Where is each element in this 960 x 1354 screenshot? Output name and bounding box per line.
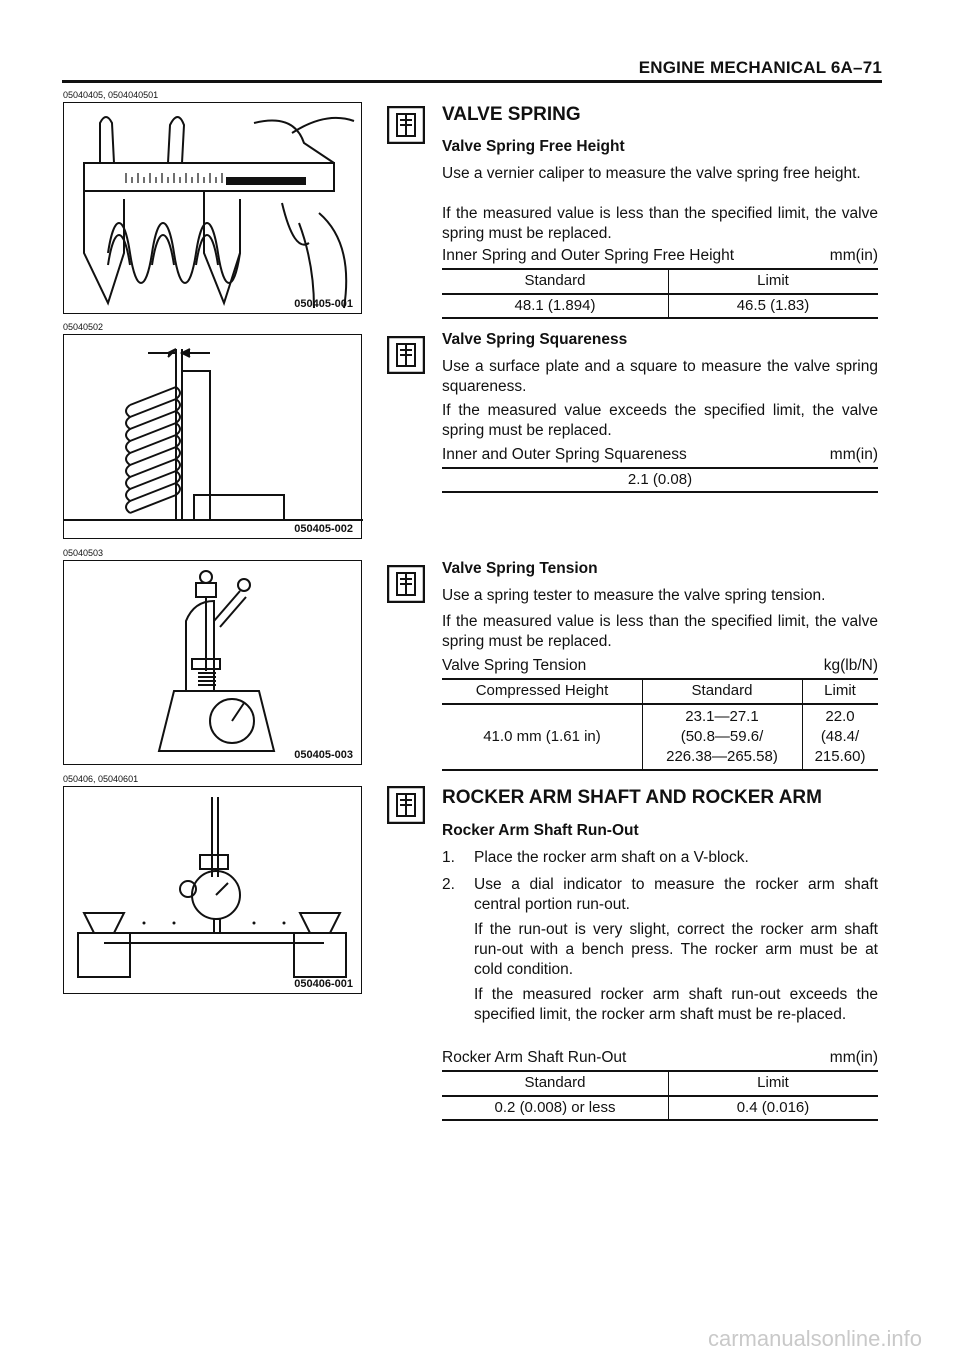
rocker-p1: If the run-out is very slight, correct the rocker arm shaft run-out with a bench press. The rocker arm must be at cold condition. [474, 921, 878, 978]
figure-3-id: 050405-003 [294, 749, 353, 761]
figure-4-id: 050406-001 [294, 978, 353, 990]
rule [442, 293, 878, 295]
free-height-header-limit: Limit [757, 272, 789, 289]
rule [442, 678, 878, 680]
tension-p1: Use a spring tester to measure the valve spring tension. [442, 587, 826, 604]
tension-limit-line-1: 22.0 [825, 708, 855, 725]
squareness-table-title: Inner and Outer Spring Squareness [442, 446, 687, 463]
page-title: ENGINE MECHANICAL 6A–71 [638, 58, 882, 77]
figure-1-caliper [63, 102, 362, 314]
rule [442, 703, 878, 705]
service-manual-icon [387, 106, 425, 144]
figure-2-squareness [63, 334, 362, 539]
spring-tester-illustration [64, 561, 363, 766]
rocker-p2: If the measured rocker arm shaft run-out exceeds the specified limit, the rocker arm shaft must be re-placed. [474, 986, 878, 1023]
service-manual-icon [387, 336, 425, 374]
rule [442, 1095, 878, 1097]
rocker-header-limit: Limit [757, 1074, 789, 1091]
free-height-unit: mm(in) [829, 247, 878, 264]
rocker-step-1-number: 1. [442, 849, 455, 866]
header-rule [62, 80, 882, 83]
tension-table-title: Valve Spring Tension [442, 657, 587, 674]
rule [442, 1070, 878, 1072]
rocker-header-standard: Standard [524, 1074, 586, 1091]
tension-header-limit: Limit [824, 682, 856, 699]
free-height-p2: If the measured value is less than the specified limit, the valve spring must be replaced. [442, 205, 878, 242]
tension-header-compressed: Compressed Height [475, 682, 609, 699]
section-heading-rocker-arm: ROCKER ARM SHAFT AND ROCKER ARM [442, 787, 822, 808]
tension-unit: kg(lb/N) [823, 657, 878, 674]
caliper-illustration [64, 103, 363, 315]
tension-limit-line-3: 215.60) [814, 748, 866, 765]
free-height-title: Valve Spring Free Height [442, 138, 625, 155]
rocker-runout-title: Rocker Arm Shaft Run-Out [442, 822, 639, 839]
squareness-unit: mm(in) [829, 446, 878, 463]
rocker-limit-value: 0.4 (0.016) [736, 1099, 810, 1116]
rocker-unit: mm(in) [829, 1049, 878, 1066]
figure-3-label: 05040503 [63, 548, 104, 558]
squareness-illustration [64, 335, 363, 540]
rule [442, 467, 878, 469]
service-manual-icon [387, 786, 425, 824]
free-height-standard-value: 48.1 (1.894) [514, 297, 596, 314]
rule [442, 268, 878, 270]
figure-2-id: 050405-002 [294, 523, 353, 535]
squareness-p2: If the measured value exceeds the specified limit, the valve spring must be replaced. [442, 402, 878, 439]
squareness-p1: Use a surface plate and a square to measure the valve spring squareness. [442, 358, 878, 395]
figure-3-spring-tester [63, 560, 362, 765]
tension-compressed-value: 41.0 mm (1.61 in) [483, 728, 601, 745]
rocker-step-2-number: 2. [442, 876, 455, 893]
tension-header-standard: Standard [691, 682, 753, 699]
rocker-step-1: Place the rocker arm shaft on a V-block. [474, 849, 749, 866]
figure-4-runout [63, 786, 362, 994]
free-height-limit-value: 46.5 (1.83) [736, 297, 810, 314]
section-heading-valve-spring: VALVE SPRING [442, 104, 581, 125]
rocker-step-2: Use a dial indicator to measure the rocker arm shaft central portion run-out. [474, 876, 878, 913]
watermark-url[interactable]: carmanualsonline.info [707, 1326, 922, 1351]
service-manual-icon [387, 565, 425, 603]
tension-limit-cell [802, 707, 878, 767]
tension-standard-line-3: 226.38—265.58) [666, 748, 778, 765]
tension-standard-line-2: (50.8—59.6/ [680, 728, 764, 745]
free-height-table-title: Inner Spring and Outer Spring Free Height [442, 247, 735, 264]
free-height-header-standard: Standard [524, 272, 586, 289]
rule [442, 317, 878, 319]
figure-4-label: 050406, 05040601 [63, 774, 139, 784]
tension-standard-line-1: 23.1—27.1 [685, 708, 759, 725]
rule [442, 491, 878, 493]
squareness-title: Valve Spring Squareness [442, 331, 628, 348]
free-height-p1: Use a vernier caliper to measure the valve spring free height. [442, 165, 861, 182]
tension-standard-cell [642, 707, 802, 767]
rocker-standard-value: 0.2 (0.008) or less [494, 1099, 616, 1116]
tension-p2: If the measured value is less than the specified limit, the valve spring must be replaced. [442, 613, 878, 650]
tension-title: Valve Spring Tension [442, 560, 598, 577]
figure-1-id: 050405-001 [294, 298, 353, 310]
runout-illustration [64, 787, 363, 995]
figure-2-label: 05040502 [63, 322, 104, 332]
figure-1-label: 05040405, 0504040501 [63, 90, 159, 100]
rocker-table-title: Rocker Arm Shaft Run-Out [442, 1049, 627, 1066]
rule [442, 769, 878, 771]
tension-limit-line-2: (48.4/ [820, 728, 860, 745]
rule [442, 1119, 878, 1121]
squareness-value: 2.1 (0.08) [627, 471, 693, 488]
